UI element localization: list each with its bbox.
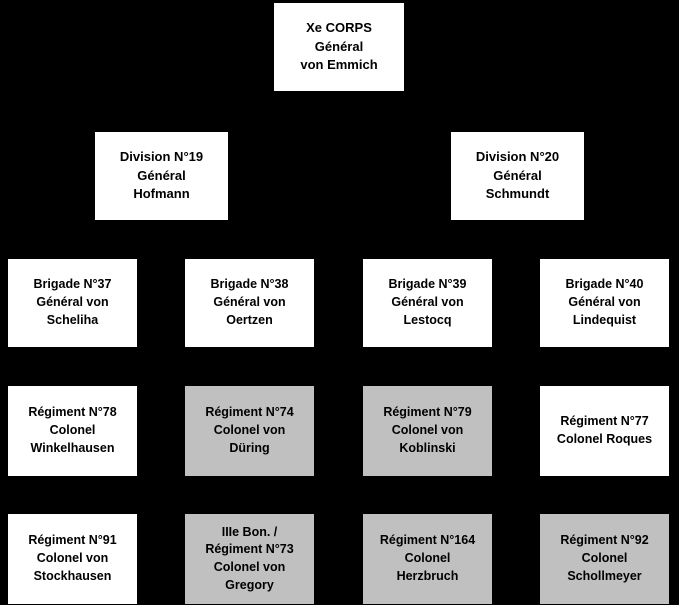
node-regiment-164-line-1: Régiment N°164 xyxy=(379,533,476,548)
node-regiment-73 xyxy=(184,513,315,605)
node-regiment-74 xyxy=(184,385,315,477)
node-regiment-92-line-3: Schollmeyer xyxy=(567,568,642,583)
node-brigade-40-line-1: Brigade N°40 xyxy=(565,277,644,292)
node-brigade-37-line-2: Général von xyxy=(36,295,109,310)
node-brigade-40-line-3: Lindequist xyxy=(572,312,637,327)
node-regiment-164-line-2: Colonel xyxy=(404,551,451,566)
node-brigade-38-line-3: Oertzen xyxy=(226,312,273,327)
node-regiment-164 xyxy=(362,513,493,605)
node-regiment-77-line-1: Régiment N°77 xyxy=(560,414,649,429)
node-brigade-40 xyxy=(539,258,670,348)
node-division-20-line-1: Division N°20 xyxy=(475,149,560,165)
node-division-19-line-1: Division N°19 xyxy=(119,149,204,165)
node-brigade-39-line-1: Brigade N°39 xyxy=(388,277,467,292)
node-division-19-line-3: Hofmann xyxy=(133,186,190,202)
node-regiment-79-line-3: Koblinski xyxy=(399,440,456,455)
node-brigade-37 xyxy=(7,258,138,348)
node-brigade-37-line-3: Scheliha xyxy=(46,312,99,327)
node-regiment-73-line-2: Régiment N°73 xyxy=(205,542,294,557)
node-regiment-91 xyxy=(7,513,138,605)
node-regiment-77 xyxy=(539,385,670,477)
node-brigade-40-line-2: Général von xyxy=(568,295,641,310)
node-regiment-78-line-2: Colonel xyxy=(49,423,96,438)
node-regiment-74-line-2: Colonel von xyxy=(213,423,286,438)
node-brigade-39 xyxy=(362,258,493,348)
node-brigade-39-line-2: Général von xyxy=(391,295,464,310)
node-regiment-164-line-3: Herzbruch xyxy=(396,568,459,583)
node-corps-line-2: Général xyxy=(314,38,364,54)
node-regiment-73-line-1: IIIe Bon. / xyxy=(221,524,278,539)
node-regiment-73-line-3: Colonel von xyxy=(213,560,286,574)
node-brigade-38-line-1: Brigade N°38 xyxy=(210,277,289,292)
node-regiment-91-line-3: Stockhausen xyxy=(33,568,112,583)
node-regiment-91-line-1: Régiment N°91 xyxy=(28,533,117,548)
node-regiment-92-line-2: Colonel xyxy=(581,551,628,566)
node-regiment-78-line-1: Régiment N°78 xyxy=(28,405,117,420)
node-regiment-79-line-1: Régiment N°79 xyxy=(383,405,472,420)
node-division-20 xyxy=(450,131,585,221)
node-regiment-79-line-2: Colonel von xyxy=(391,423,464,438)
node-regiment-92 xyxy=(539,513,670,605)
node-regiment-73-line-4: Gregory xyxy=(225,577,274,592)
node-corps xyxy=(273,2,405,92)
node-regiment-91-line-2: Colonel von xyxy=(36,551,109,566)
node-brigade-38 xyxy=(184,258,315,348)
node-corps-line-1: Xe CORPS xyxy=(306,20,372,36)
node-regiment-74-line-3: Düring xyxy=(229,440,270,455)
node-regiment-74-line-1: Régiment N°74 xyxy=(205,405,294,420)
node-brigade-39-line-3: Lestocq xyxy=(403,312,452,327)
node-division-19-line-2: Général xyxy=(137,167,186,183)
node-brigade-38-line-2: Général von xyxy=(213,295,286,310)
node-division-20-line-2: Général xyxy=(493,167,542,183)
node-regiment-77-line-2: Colonel Roques xyxy=(556,432,653,446)
node-regiment-78-line-3: Winkelhausen xyxy=(30,440,115,455)
node-regiment-79 xyxy=(362,385,493,477)
node-regiment-92-line-1: Régiment N°92 xyxy=(560,533,649,548)
node-brigade-37-line-1: Brigade N°37 xyxy=(33,277,112,292)
node-division-19 xyxy=(94,131,229,221)
node-division-20-line-3: Schmundt xyxy=(485,186,550,202)
node-corps-line-3: von Emmich xyxy=(300,57,378,73)
node-regiment-78 xyxy=(7,385,138,477)
